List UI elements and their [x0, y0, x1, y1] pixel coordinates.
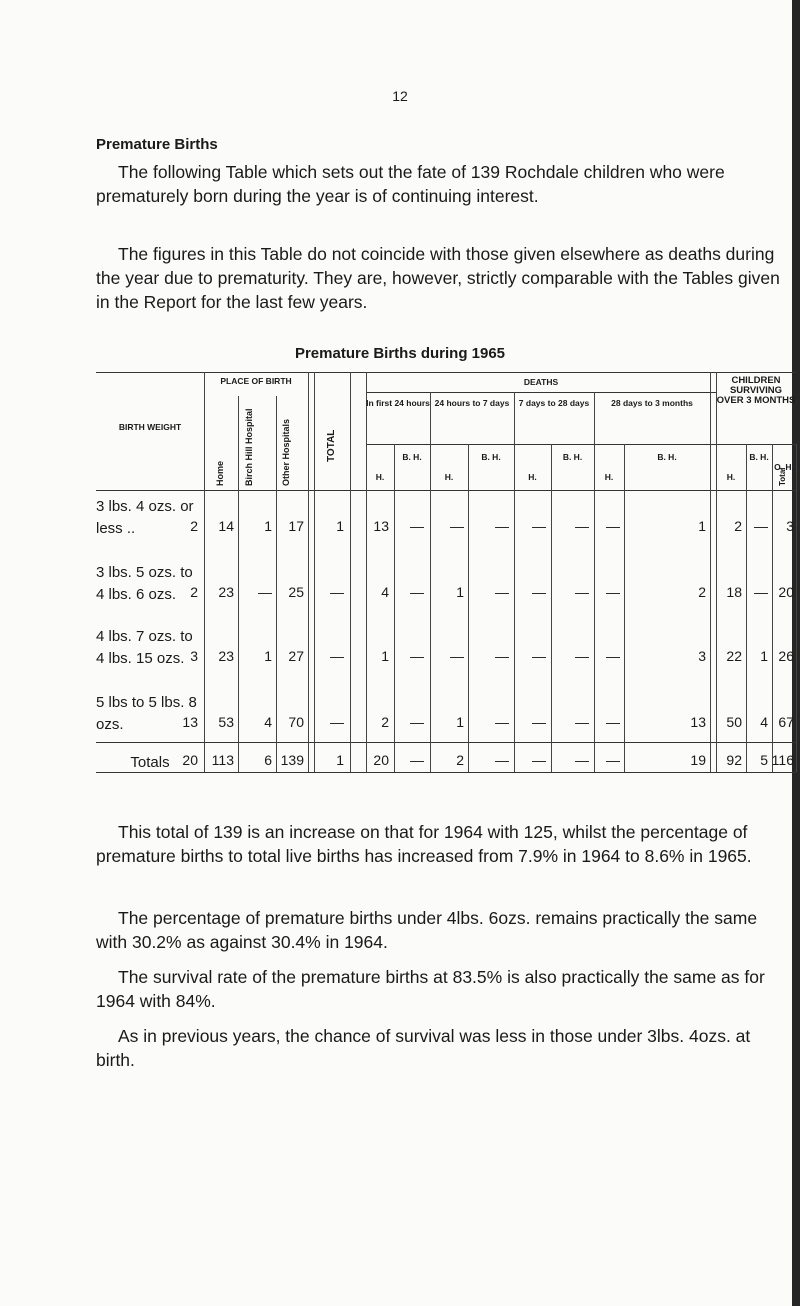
table-cell: 6: [264, 752, 272, 768]
row-label-totals: Totals: [130, 754, 170, 771]
table-cell: 27: [288, 648, 304, 664]
table-cell: 70: [288, 714, 304, 730]
table-cell: 50: [726, 714, 742, 730]
table-cell: —: [575, 752, 589, 768]
table-cell: 13: [182, 714, 198, 730]
page-number: 12: [392, 88, 408, 104]
table-cell: 2: [456, 752, 464, 768]
table-cell: —: [606, 714, 620, 730]
table-cell: —: [330, 584, 344, 600]
table-cell: 139: [280, 752, 304, 768]
col-rule: [238, 396, 239, 772]
table-cell: 1: [381, 648, 389, 664]
totals-top-rule: [96, 742, 796, 743]
table-cell: 1: [336, 518, 344, 534]
under4-paragraph: The percentage of premature births under 4lbs. 6ozs. remains practically the same with 30.2% as against 30.4% in 1964.: [96, 908, 758, 952]
col-rule: [710, 372, 711, 772]
header-28d-3m: 28 days to 3 months: [611, 398, 693, 408]
table-cell: 17: [288, 518, 304, 534]
table-cell: 23: [218, 648, 234, 664]
table-cell: —: [532, 648, 546, 664]
col-rule: [350, 372, 351, 772]
table-cell: —: [575, 648, 589, 664]
header-bh: B. H.: [402, 452, 422, 462]
row-label: 4 lbs. 7 ozs. to 4 lbs. 15 ozs.: [96, 628, 193, 667]
table-cell: 2: [698, 584, 706, 600]
table-cell: —: [532, 752, 546, 768]
table-cell: 4: [760, 714, 768, 730]
col-rule: [308, 372, 309, 772]
table-cell: 113: [211, 752, 234, 768]
table-cell: 2: [734, 518, 742, 534]
table-cell: —: [410, 752, 424, 768]
table-cell: 92: [726, 752, 742, 768]
table-cell: —: [450, 648, 464, 664]
header-surviving: CHILDREN SURVIVING OVER 3 MONTHS: [716, 375, 796, 406]
previous-paragraph: As in previous years, the chance of survival was less in those under 3lbs. 4ozs. at birth.: [96, 1026, 751, 1070]
table-cell: —: [532, 584, 546, 600]
row-label: 3 lbs. 5 ozs. to 4 lbs. 6 ozs.: [96, 564, 193, 603]
header-in-first-24: In first 24 hours: [366, 398, 430, 408]
table-cell: 1: [760, 648, 768, 664]
table-cell: 53: [218, 714, 234, 730]
table-cell: —: [606, 752, 620, 768]
table-cell: —: [532, 714, 546, 730]
table-cell: 5: [760, 752, 768, 768]
table-cell: —: [606, 518, 620, 534]
table-cell: 19: [690, 752, 706, 768]
header-birch-hill: Birch Hill Hospital: [244, 408, 254, 486]
header-place-of-birth: PLACE OF BIRTH: [220, 376, 292, 386]
table-cell: —: [410, 518, 424, 534]
col-rule: [514, 392, 515, 772]
col-rule: [796, 444, 797, 772]
header-bh: B. H.: [481, 452, 501, 462]
header-oh: O. H.: [774, 462, 794, 472]
table-cell: 14: [218, 518, 234, 534]
deaths-h-rule: [366, 444, 716, 445]
table-cell: 2: [190, 518, 198, 534]
col-rule: [314, 372, 315, 772]
note-paragraph: The figures in this Table do not coincide with those given elsewhere as deaths during the year due to prematurity. They are, however, strictly comparable with the Tables given in the Report for the last few years.: [96, 244, 780, 312]
table-cell: —: [330, 648, 344, 664]
col-rule: [366, 372, 367, 772]
col-rule: [716, 372, 717, 772]
deaths-subrule: [366, 392, 716, 393]
table-cell: —: [575, 584, 589, 600]
header-deaths: DEATHS: [523, 377, 559, 387]
table-cell: 2: [381, 714, 389, 730]
col-rule: [624, 444, 625, 772]
table-cell: 1: [456, 714, 464, 730]
header-bottom-rule: [96, 490, 796, 491]
table-cell: —: [410, 648, 424, 664]
table-cell: 1: [698, 518, 706, 534]
table-cell: 1: [456, 584, 464, 600]
header-total-col: Total: [778, 467, 787, 486]
header-other-hospitals: Other Hospitals: [281, 418, 291, 486]
table-cell: —: [495, 714, 509, 730]
table-cell: 13: [690, 714, 706, 730]
table-title: Premature Births during 1965: [294, 345, 506, 362]
col-rule: [468, 444, 469, 772]
header-h: H.: [726, 472, 736, 482]
table-cell: 22: [726, 648, 742, 664]
col-rule: [430, 392, 431, 772]
header-total: TOTAL: [326, 429, 337, 462]
table-cell: —: [410, 584, 424, 600]
table-cell: —: [754, 584, 768, 600]
table-top-rule: [96, 372, 796, 373]
table-cell: 13: [373, 518, 389, 534]
table-cell: —: [495, 584, 509, 600]
table-cell: 20: [373, 752, 389, 768]
col-rule: [551, 444, 552, 772]
table-cell: —: [754, 518, 768, 534]
header-7d-28d: 7 days to 28 days: [518, 398, 590, 408]
header-h: H.: [604, 472, 614, 482]
premature-births-table: [96, 372, 796, 798]
table-cell: 3: [786, 518, 794, 534]
increase-paragraph: This total of 139 is an increase on that for 1964 with 125, whilst the percentage of premature births to total live births has increased from 7.9% in 1964 to 8.6% in 1965.: [96, 822, 752, 866]
table-cell: 1: [264, 648, 272, 664]
intro-paragraph: The following Table which sets out the fate of 139 Rochdale children who were prematurely born during the year is of continuing interest.: [96, 162, 725, 206]
survival-paragraph: The survival rate of the premature births at 83.5% is also practically the same as for 1964 with 84%.: [96, 967, 765, 1011]
table-cell: 3: [190, 648, 198, 664]
header-home: Home: [215, 460, 225, 486]
table-cell: 20: [182, 752, 198, 768]
header-bh: B. H.: [657, 452, 677, 462]
table-cell: 116: [771, 752, 794, 768]
table-cell: 4: [264, 714, 272, 730]
section-heading: Premature Births: [96, 136, 218, 153]
table-cell: 25: [288, 584, 304, 600]
table-cell: 1: [264, 518, 272, 534]
table-cell: —: [258, 584, 272, 600]
table-cell: —: [450, 518, 464, 534]
table-cell: —: [495, 648, 509, 664]
header-h: H.: [528, 472, 537, 482]
table-cell: 1: [336, 752, 344, 768]
col-rule: [204, 372, 205, 772]
table-cell: 2: [190, 584, 198, 600]
header-h: H.: [375, 472, 385, 482]
table-cell: 4: [381, 584, 389, 600]
header-24h-7d: 24 hours to 7 days: [434, 398, 510, 408]
surviving-h-rule: [716, 444, 796, 445]
table-cell: 20: [778, 584, 794, 600]
table-cell: —: [532, 518, 546, 534]
table-cell: —: [330, 714, 344, 730]
table-cell: —: [495, 518, 509, 534]
table-cell: 3: [698, 648, 706, 664]
header-h: H.: [444, 472, 454, 482]
row-label: 3 lbs. 4 ozs. or less ..: [96, 498, 194, 537]
table-cell: —: [606, 648, 620, 664]
table-cell: —: [495, 752, 509, 768]
table-cell: 26: [778, 648, 794, 664]
table-cell: 18: [726, 584, 742, 600]
table-cell: —: [606, 584, 620, 600]
table-cell: —: [575, 714, 589, 730]
header-bh: B. H.: [562, 452, 583, 462]
table-cell: 67: [778, 714, 794, 730]
table-cell: 23: [218, 584, 234, 600]
row-label: 5 lbs to 5 lbs. 8 ozs.: [96, 694, 197, 733]
header-bh: B. H.: [749, 452, 769, 462]
table-cell: —: [575, 518, 589, 534]
header-birth-weight: BIRTH WEIGHT: [118, 422, 182, 432]
table-cell: —: [410, 714, 424, 730]
